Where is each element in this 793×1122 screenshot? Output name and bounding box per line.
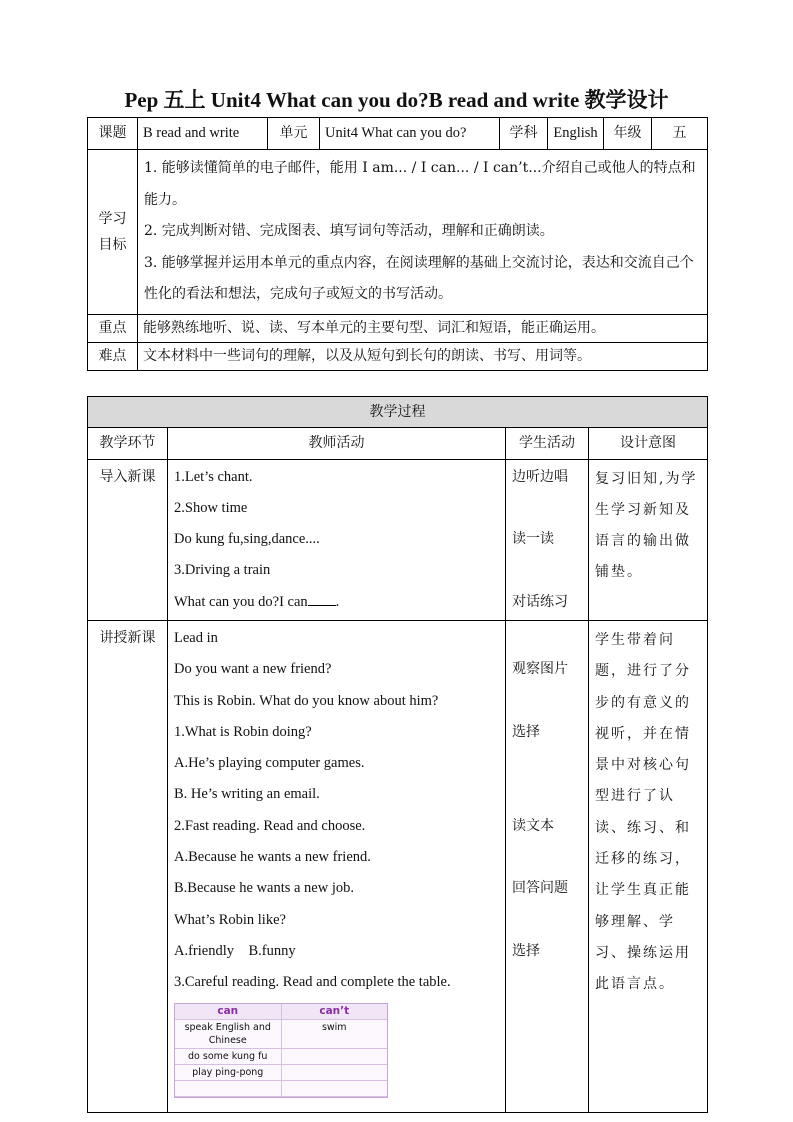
section-intro <box>88 459 708 620</box>
key-points-label: 重点 <box>88 314 138 342</box>
process-header: 教学过程 <box>88 396 708 427</box>
column-header: 教学环节 <box>88 427 168 459</box>
header-row <box>88 118 708 150</box>
teacher-line-text: What can you do?I can <box>174 593 308 610</box>
process-columns <box>88 427 708 459</box>
stage-label: 讲授新课 <box>88 620 168 1112</box>
page-title: Pep 五上 Unit4 What can you do?B read and write 教学设计 <box>124 88 669 112</box>
difficult-points-label: 难点 <box>88 342 138 370</box>
teacher-line-with-blank <box>174 587 499 618</box>
topic-label: 课题 <box>88 118 138 150</box>
mini-table-cell <box>281 1064 387 1080</box>
column-header: 教师活动 <box>168 427 506 459</box>
objectives-row <box>88 150 708 315</box>
student-line <box>512 493 582 524</box>
teacher-line: B. He’s writing an email. <box>174 786 320 803</box>
grade-value: 五 <box>652 118 708 150</box>
mini-table-cell <box>281 1048 387 1064</box>
teacher-line: A.He’s playing computer games. <box>174 755 365 772</box>
objectives-label-2: 目标 <box>98 236 127 253</box>
teacher-line: A.friendly B.funny <box>174 942 296 959</box>
student-activity <box>506 620 589 1112</box>
design-intent: 学生带着问题，进行了分步的有意义的视听，并在情景中对核心句型进行了认读、练习、和迁移的练习，让学生真正能够理解、学习、操练运用此语言点。 <box>589 620 708 1112</box>
teacher-activity <box>168 459 506 620</box>
reading-table-image <box>174 1003 388 1098</box>
student-line: 对话练习 <box>512 593 568 610</box>
student-line <box>512 748 582 779</box>
fill-blank <box>308 605 336 606</box>
mini-table-header: can <box>175 1004 281 1020</box>
objectives-label-1: 学习 <box>98 210 127 227</box>
mini-table-cell <box>281 1080 387 1096</box>
student-activity <box>506 459 589 620</box>
student-line: 回答问题 <box>512 880 568 897</box>
teacher-line: What’s Robin like? <box>174 911 286 928</box>
teacher-line: A.Because he wants a new friend. <box>174 849 371 866</box>
mini-table-cell: play ping-pong <box>175 1064 281 1080</box>
teacher-line: 1.Let’s chant. <box>174 468 253 485</box>
student-line <box>512 555 582 586</box>
process-table <box>87 396 708 1113</box>
teacher-line: This is Robin. What do you know about him? <box>174 692 439 709</box>
student-line: 边听边唱 <box>512 468 568 485</box>
student-line <box>512 842 582 873</box>
student-line: 读一读 <box>512 531 554 548</box>
student-line: 读文本 <box>512 817 554 834</box>
teacher-line: B.Because he wants a new job. <box>174 880 354 897</box>
unit-label: 单元 <box>268 118 320 150</box>
topic-value: B read and write <box>138 118 268 150</box>
subject-label: 学科 <box>500 118 548 150</box>
teacher-line: 3.Driving a train <box>174 562 271 579</box>
design-intent: 复习旧知,为学生学习新知及语言的输出做铺垫。 <box>589 459 708 620</box>
teacher-line: Do kung fu,sing,dance.... <box>174 531 320 548</box>
objective-item: 3. 能够掌握并运用本单元的重点内容，在阅读理解的基础上交流讨论，表达和交流自己个性化的看法和想法，完成句子或短文的书写活动。 <box>144 254 694 302</box>
objectives-label <box>88 150 138 315</box>
mini-table-cell: swim <box>281 1019 387 1048</box>
stage-label: 导入新课 <box>88 459 168 620</box>
column-header: 设计意图 <box>589 427 708 459</box>
subject-value: English <box>548 118 604 150</box>
teacher-line: 1.What is Robin doing? <box>174 723 312 740</box>
grade-label: 年级 <box>604 118 652 150</box>
teacher-line: 3.Careful reading. Read and complete the table. <box>174 974 451 991</box>
student-line: 选择 <box>512 723 540 740</box>
teacher-line: Lead in <box>174 629 218 646</box>
objective-item: 1. 能够读懂简单的电子邮件，能用 I am... / I can... / I can’t...介绍自己或他人的特点和能力。 <box>144 160 696 208</box>
key-points-row <box>88 314 708 342</box>
student-line <box>512 623 582 654</box>
student-line <box>512 686 582 717</box>
unit-value: Unit4 What can you do? <box>320 118 500 150</box>
teacher-activity <box>168 620 506 1112</box>
section-new-content <box>88 620 708 1112</box>
student-line: 观察图片 <box>512 661 568 678</box>
mini-table-cell: speak English and Chinese <box>175 1019 281 1048</box>
info-table <box>87 117 708 371</box>
objective-item: 2. 完成判断对错、完成图表、填写词句等活动，理解和正确朗读。 <box>144 223 554 239</box>
key-points-text: 能够熟练地听、说、读、写本单元的主要句型、词汇和短语，能正确运用。 <box>138 314 708 342</box>
teacher-line: 2.Fast reading. Read and choose. <box>174 817 366 834</box>
mini-table-header: can’t <box>281 1004 387 1020</box>
difficult-points-row <box>88 342 708 370</box>
student-line: 选择 <box>512 942 540 959</box>
objectives-content <box>138 150 708 315</box>
student-line <box>512 905 582 936</box>
teacher-line: 2.Show time <box>174 499 248 516</box>
teacher-line: Do you want a new friend? <box>174 661 332 678</box>
column-header: 学生活动 <box>506 427 589 459</box>
difficult-points-text: 文本材料中一些词句的理解，以及从短句到长句的朗读、书写、用词等。 <box>138 342 708 370</box>
student-line <box>512 779 582 810</box>
mini-table-cell <box>175 1080 281 1096</box>
lesson-plan <box>87 117 707 1113</box>
mini-table-cell: do some kung fu <box>175 1048 281 1064</box>
teacher-line-end: . <box>335 593 340 610</box>
